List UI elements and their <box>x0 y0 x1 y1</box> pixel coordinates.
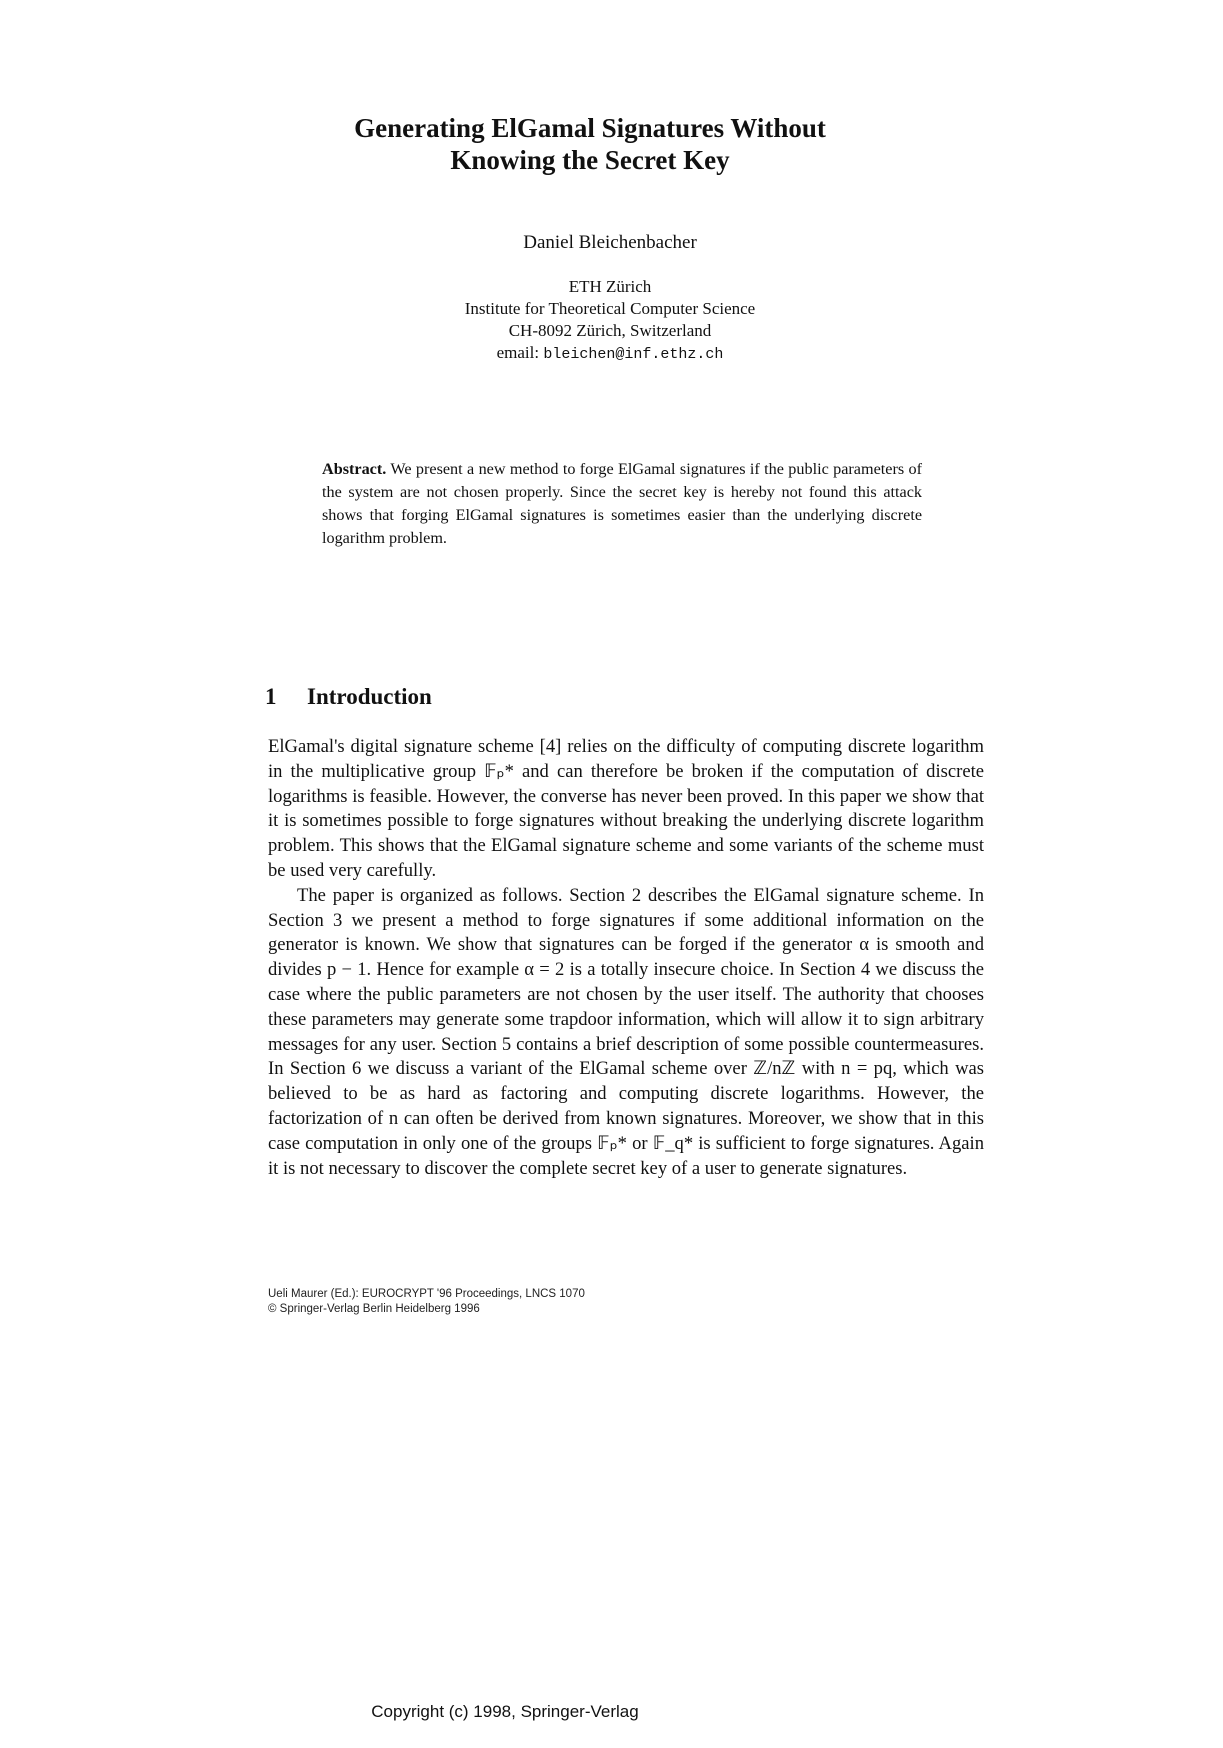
abstract <box>322 458 922 550</box>
paragraph: ElGamal's digital signature scheme [4] relies on the difficulty of computing discrete logarithm in the multiplicative group 𝔽ₚ* and can therefore be broken if the computation of discrete logarithms is feasible. However, the converse has never been proved. In this paper we show that it is sometimes possible to forge signatures without breaking the underlying discrete logarithm problem. This shows that the ElGamal signature scheme and some variants of the scheme must be used very carefully. <box>268 736 984 881</box>
affiliation-university: ETH Zürich <box>568 277 652 296</box>
paper-title <box>280 112 900 176</box>
email-label: email: <box>496 343 540 362</box>
section-number: 1 <box>265 684 277 709</box>
paper-title-line-2: Knowing the Secret Key <box>450 145 730 175</box>
abstract-text: We present a new method to forge ElGamal signatures if the public parameters of the system are not chosen properly. Since the secret key is hereby not found this attack shows that forging ElGamal signatures is sometimes easier than the underlying discrete logarithm problem. <box>322 460 922 547</box>
author-name: Daniel Bleichenbacher <box>523 232 697 253</box>
paragraph: The paper is organized as follows. Section 2 describes the ElGamal signature scheme. In Section 3 we present a method to forge signatures if some additional information on the generator is known. We show that signatures can be forged if the generator α is smooth and divides p − 1. Hence for example α = 2 is a totally insecure choice. In Section 4 we discuss the case where the public parameters are not chosen by the user itself. The authority that chooses these parameters may generate some trapdoor information, which will allow it to sign arbitrary messages for any user. Section 5 contains a brief description of some possible countermeasures. In Section 6 we discuss a variant of the ElGamal scheme over ℤ/nℤ with n = pq, which was believed to be as hard as factoring and computing discrete logarithms. However, the factorization of n can often be derived from known signatures. Moreover, we show that in this case computation in only one of the groups 𝔽ₚ* or 𝔽_q* is sufficient to forge signatures. Again it is not necessary to discover the complete secret key of a user to generate signatures. <box>268 884 984 1179</box>
section-heading <box>265 683 432 711</box>
affiliation-address: CH-8092 Zürich, Switzerland <box>508 321 712 340</box>
introduction-body <box>268 735 984 1181</box>
email-address: bleichen@inf.ethz.ch <box>543 346 724 363</box>
publication-footnote <box>268 1287 585 1317</box>
abstract-label: Abstract. <box>322 460 387 478</box>
section-title: Introduction <box>307 684 432 709</box>
footnote-publisher: © Springer-Verlag Berlin Heidelberg 1996 <box>268 1303 480 1315</box>
affiliation-institute: Institute for Theoretical Computer Science <box>464 299 756 318</box>
paper-title-line-1: Generating ElGamal Signatures Without <box>354 113 826 143</box>
copyright-notice: Copyright (c) 1998, Springer-Verlag <box>371 1702 639 1721</box>
footnote-proceedings: Ueli Maurer (Ed.): EUROCRYPT '96 Proceedings, LNCS 1070 <box>268 1288 585 1300</box>
affiliation-email-line <box>380 342 840 366</box>
author-affiliation <box>380 276 840 366</box>
